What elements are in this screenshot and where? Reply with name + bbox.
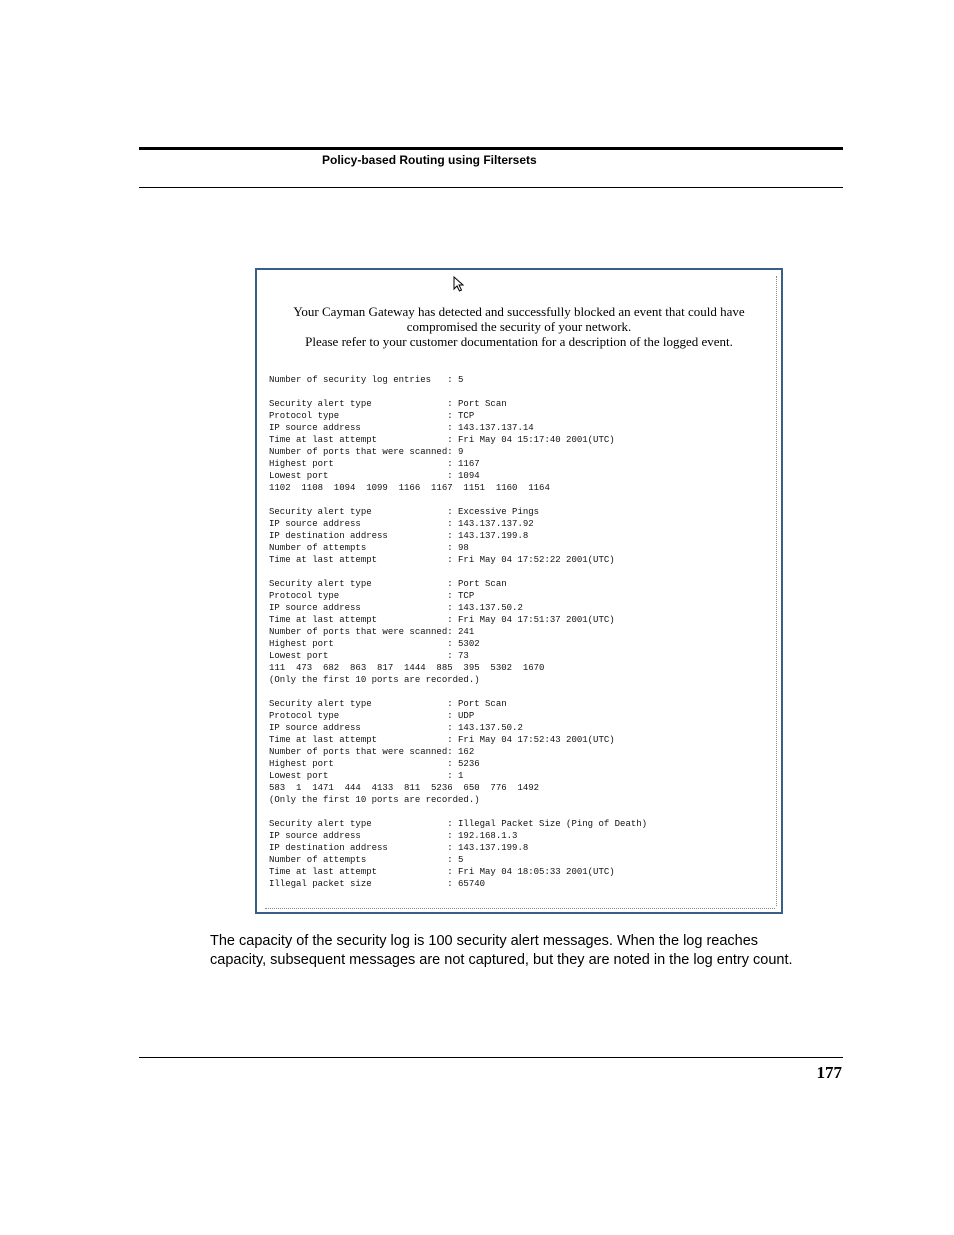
log-line: Number of security log entries : 5 — [269, 375, 464, 385]
body-paragraph: The capacity of the security log is 100 security alert messages. When the log reaches capacity, subsequent messages are not captured, but they are noted in the log entry count. — [210, 933, 793, 968]
log-line: Highest port : 5302 — [269, 639, 480, 649]
log-line: Illegal packet size : 65740 — [269, 879, 486, 889]
log-line: (Only the first 10 ports are recorded.) — [269, 675, 480, 685]
header-rule-top — [139, 147, 843, 150]
log-line: Highest port : 5236 — [269, 759, 480, 769]
security-log-entries — [269, 374, 647, 890]
mouse-pointer-icon — [453, 276, 465, 292]
log-line: IP source address : 143.137.137.92 — [269, 519, 534, 529]
log-line: Lowest port : 1094 — [269, 471, 480, 481]
log-line: Number of ports that were scanned: 162 — [269, 747, 475, 757]
alert-line: Please refer to your customer documentation for a description of the logged event. — [305, 334, 733, 349]
log-line: Highest port : 1167 — [269, 459, 480, 469]
log-line: IP source address : 143.137.50.2 — [269, 723, 523, 733]
log-line: Time at last attempt : Fri May 04 17:52:22 2001(UTC) — [269, 555, 615, 565]
log-line: 1102 1108 1094 1099 1166 1167 1151 1160 1164 — [269, 483, 550, 493]
log-line: Time at last attempt : Fri May 04 17:52:43 2001(UTC) — [269, 735, 615, 745]
log-line: IP source address : 143.137.137.14 — [269, 423, 534, 433]
log-line: Time at last attempt : Fri May 04 18:05:33 2001(UTC) — [269, 867, 615, 877]
log-line: Number of attempts : 5 — [269, 855, 464, 865]
log-line: Security alert type : Illegal Packet Size (Ping of Death) — [269, 819, 648, 829]
log-line: Protocol type : TCP — [269, 411, 475, 421]
log-line: Lowest port : 1 — [269, 771, 464, 781]
log-line — [269, 494, 647, 506]
page-number: 177 — [816, 1063, 842, 1082]
log-line: IP destination address : 143.137.199.8 — [269, 843, 529, 853]
log-line: (Only the first 10 ports are recorded.) — [269, 795, 480, 805]
log-line: Number of ports that were scanned: 241 — [269, 627, 475, 637]
log-line: Security alert type : Port Scan — [269, 579, 507, 589]
security-log-screenshot — [255, 268, 783, 914]
alert-line: compromised the security of your network. — [406, 319, 632, 334]
log-line — [269, 566, 647, 578]
window-dotted-bottom-edge — [265, 908, 775, 909]
log-line: Number of ports that were scanned: 9 — [269, 447, 464, 457]
log-line: Number of attempts : 98 — [269, 543, 469, 553]
log-line: Time at last attempt : Fri May 04 15:17:40 2001(UTC) — [269, 435, 615, 445]
scrollbar-dotted-edge — [776, 276, 777, 906]
alert-line: Your Cayman Gateway has detected and successfully blocked an event that could have — [293, 304, 745, 319]
log-line: Security alert type : Port Scan — [269, 399, 507, 409]
log-line — [269, 686, 647, 698]
log-line: Security alert type : Port Scan — [269, 699, 507, 709]
log-line: 583 1 1471 444 4133 811 5236 650 776 1492 — [269, 783, 540, 793]
log-line: IP source address : 143.137.50.2 — [269, 603, 523, 613]
log-line: Time at last attempt : Fri May 04 17:51:37 2001(UTC) — [269, 615, 615, 625]
log-line: Protocol type : UDP — [269, 711, 475, 721]
footer-rule — [139, 1057, 843, 1058]
log-line: Lowest port : 73 — [269, 651, 469, 661]
log-line — [269, 386, 647, 398]
log-line: Security alert type : Excessive Pings — [269, 507, 540, 517]
running-header-title: Policy-based Routing using Filtersets — [322, 153, 537, 167]
log-line — [269, 806, 647, 818]
log-line: IP destination address : 143.137.199.8 — [269, 531, 529, 541]
header-rule-bottom — [139, 187, 843, 188]
blocked-event-alert-message — [267, 304, 771, 349]
log-line: IP source address : 192.168.1.3 — [269, 831, 518, 841]
log-line: 111 473 682 863 817 1444 885 395 5302 1670 — [269, 663, 545, 673]
log-line: Protocol type : TCP — [269, 591, 475, 601]
